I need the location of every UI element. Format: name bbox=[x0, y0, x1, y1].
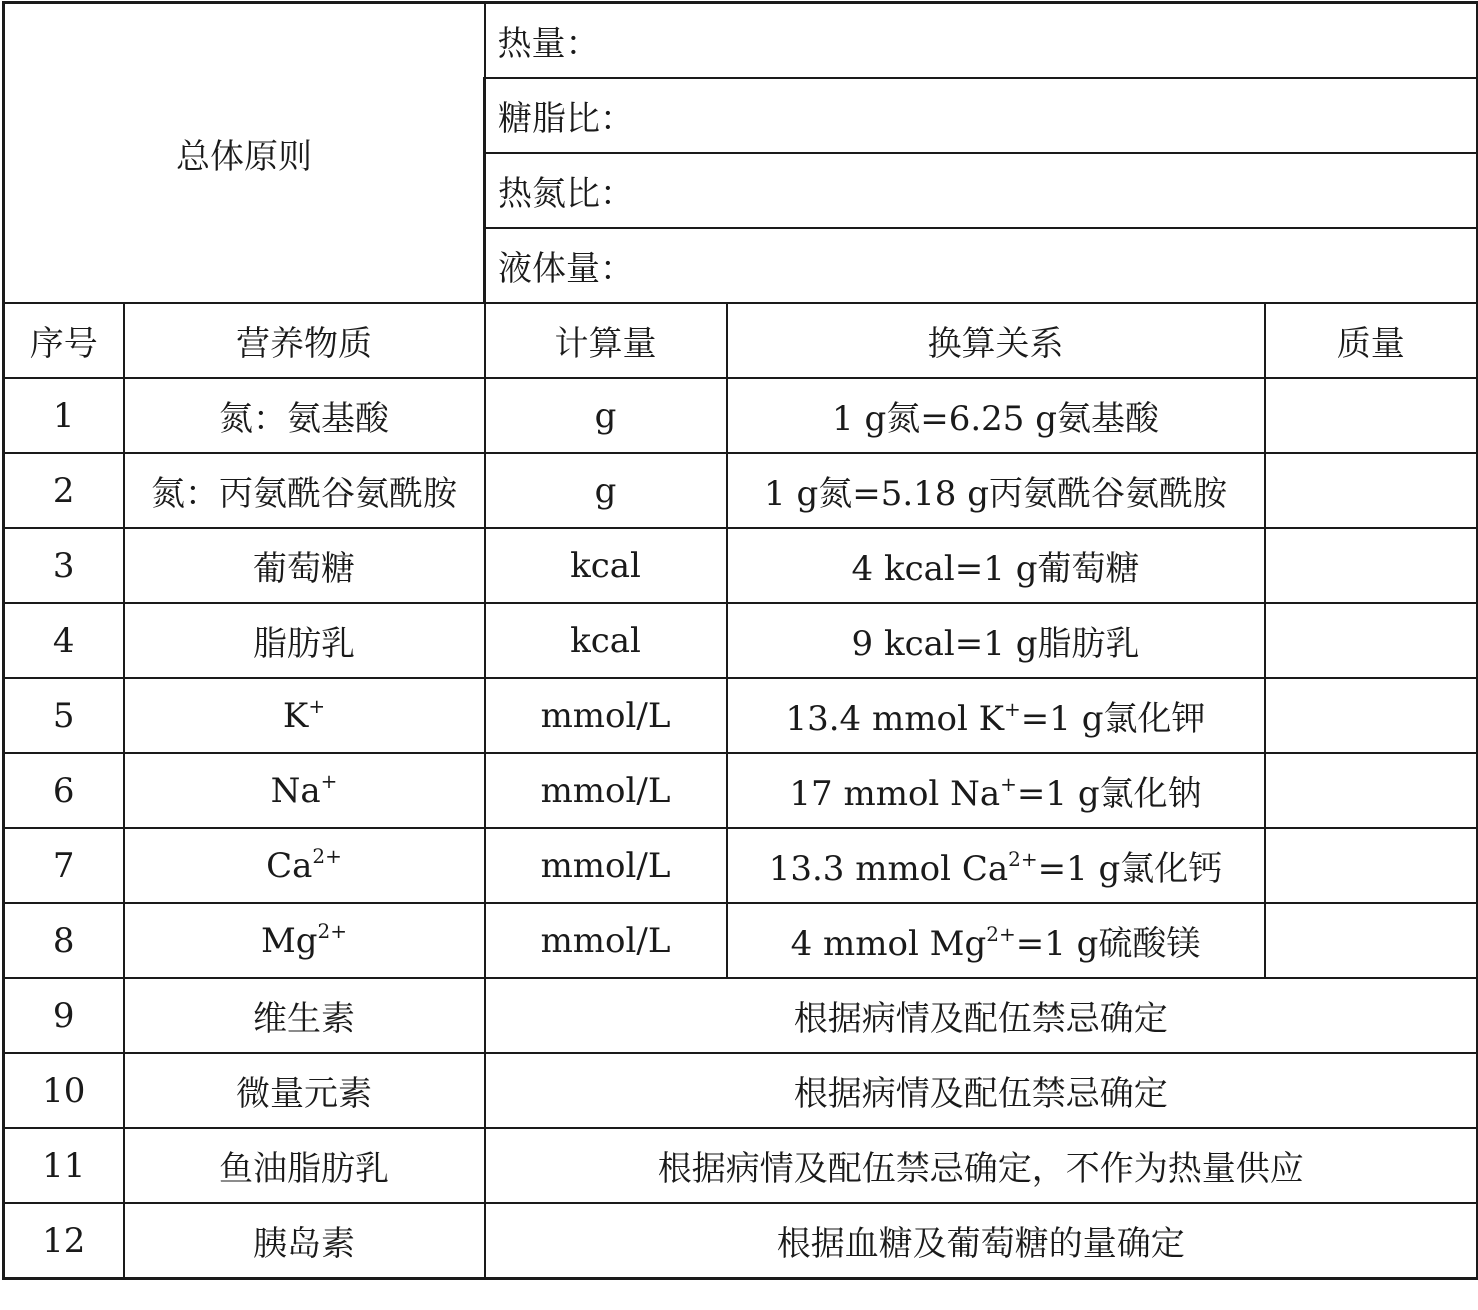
conversion-lhs: 17 mmol Na bbox=[789, 774, 1001, 814]
row-note: 根据病情及配伍禁忌确定 bbox=[485, 1053, 1478, 1128]
row-no: 2 bbox=[4, 453, 124, 528]
header-calc-amount: 计算量 bbox=[485, 303, 727, 378]
row-nutrient: 葡萄糖 bbox=[124, 528, 485, 603]
header-conversion: 换算关系 bbox=[727, 303, 1265, 378]
row-nutrient: 胰岛素 bbox=[124, 1203, 485, 1279]
row-unit: mmol/L bbox=[485, 903, 727, 978]
conversion-charge: 2+ bbox=[1008, 847, 1038, 871]
row-mass bbox=[1265, 453, 1478, 528]
nutrition-table bbox=[2, 1, 1478, 1280]
ion-symbol: K bbox=[282, 695, 309, 736]
ion-symbol: Na bbox=[270, 770, 321, 811]
row-no: 8 bbox=[4, 903, 124, 978]
conversion-rhs: =1 g氯化钙 bbox=[1037, 849, 1223, 889]
row-conversion: 1 g氮=6.25 g氨基酸 bbox=[727, 378, 1265, 453]
row-no: 5 bbox=[4, 678, 124, 753]
row-conversion bbox=[727, 828, 1265, 903]
row-note: 根据病情及配伍禁忌确定，不作为热量供应 bbox=[485, 1128, 1478, 1203]
ion-charge: + bbox=[308, 693, 326, 718]
principle-fluid-volume: 液体量： bbox=[485, 228, 1478, 303]
row-no: 6 bbox=[4, 753, 124, 828]
row-nutrient bbox=[124, 828, 485, 903]
table-row bbox=[4, 978, 1478, 1053]
principle-glucose-fat-ratio: 糖脂比： bbox=[485, 78, 1478, 153]
principle-heat: 热量： bbox=[485, 3, 1478, 79]
row-mass bbox=[1265, 603, 1478, 678]
table-row bbox=[4, 1053, 1478, 1128]
table-row bbox=[4, 453, 1478, 528]
row-nutrient: 脂肪乳 bbox=[124, 603, 485, 678]
row-conversion: 4 kcal=1 g葡萄糖 bbox=[727, 528, 1265, 603]
conversion-charge: + bbox=[1004, 697, 1021, 721]
row-nutrient: 鱼油脂肪乳 bbox=[124, 1128, 485, 1203]
row-note: 根据血糖及葡萄糖的量确定 bbox=[485, 1203, 1478, 1279]
ion-charge: 2+ bbox=[317, 918, 348, 943]
row-conversion: 9 kcal=1 g脂肪乳 bbox=[727, 603, 1265, 678]
row-nutrient bbox=[124, 903, 485, 978]
row-mass bbox=[1265, 753, 1478, 828]
principle-heat-nitrogen-ratio: 热氮比： bbox=[485, 153, 1478, 228]
row-conversion bbox=[727, 678, 1265, 753]
row-no: 10 bbox=[4, 1053, 124, 1128]
row-conversion: 1 g氮=5.18 g丙氨酰谷氨酰胺 bbox=[727, 453, 1265, 528]
row-unit: kcal bbox=[485, 603, 727, 678]
ion-charge: 2+ bbox=[312, 843, 342, 868]
row-nutrient: 氮：丙氨酰谷氨酰胺 bbox=[124, 453, 485, 528]
row-unit: mmol/L bbox=[485, 753, 727, 828]
table-row bbox=[4, 678, 1478, 753]
header-mass: 质量 bbox=[1265, 303, 1478, 378]
row-conversion bbox=[727, 753, 1265, 828]
row-mass bbox=[1265, 828, 1478, 903]
row-mass bbox=[1265, 378, 1478, 453]
ion-charge: + bbox=[320, 768, 338, 793]
header-no: 序号 bbox=[4, 303, 124, 378]
row-mass bbox=[1265, 678, 1478, 753]
row-no: 11 bbox=[4, 1128, 124, 1203]
conversion-charge: + bbox=[1000, 772, 1017, 796]
row-note: 根据病情及配伍禁忌确定 bbox=[485, 978, 1478, 1053]
row-conversion bbox=[727, 903, 1265, 978]
table-row bbox=[4, 378, 1478, 453]
row-no: 9 bbox=[4, 978, 124, 1053]
principles-title: 总体原则 bbox=[4, 3, 485, 304]
table-row bbox=[4, 1203, 1478, 1279]
row-nutrient: 维生素 bbox=[124, 978, 485, 1053]
table-header-row bbox=[4, 303, 1478, 378]
table-row bbox=[4, 828, 1478, 903]
conversion-rhs: =1 g氯化钠 bbox=[1016, 774, 1202, 814]
conversion-charge: 2+ bbox=[986, 922, 1016, 946]
row-unit: g bbox=[485, 378, 727, 453]
table-row bbox=[4, 753, 1478, 828]
principle-row bbox=[4, 3, 1478, 79]
row-nutrient bbox=[124, 678, 485, 753]
conversion-lhs: 13.3 mmol Ca bbox=[768, 849, 1009, 889]
row-no: 1 bbox=[4, 378, 124, 453]
row-no: 7 bbox=[4, 828, 124, 903]
row-unit: g bbox=[485, 453, 727, 528]
row-unit: mmol/L bbox=[485, 678, 727, 753]
conversion-rhs: =1 g氯化钾 bbox=[1020, 699, 1206, 739]
table-row bbox=[4, 528, 1478, 603]
row-mass bbox=[1265, 528, 1478, 603]
row-unit: kcal bbox=[485, 528, 727, 603]
table-row bbox=[4, 1128, 1478, 1203]
row-no: 4 bbox=[4, 603, 124, 678]
row-unit: mmol/L bbox=[485, 828, 727, 903]
conversion-lhs: 13.4 mmol K bbox=[785, 699, 1005, 739]
table-row bbox=[4, 903, 1478, 978]
table-row bbox=[4, 603, 1478, 678]
row-no: 12 bbox=[4, 1203, 124, 1279]
row-nutrient: 氮：氨基酸 bbox=[124, 378, 485, 453]
row-nutrient bbox=[124, 753, 485, 828]
ion-symbol: Ca bbox=[266, 845, 313, 886]
header-nutrient: 营养物质 bbox=[124, 303, 485, 378]
row-mass bbox=[1265, 903, 1478, 978]
ion-symbol: Mg bbox=[260, 920, 318, 961]
row-nutrient: 微量元素 bbox=[124, 1053, 485, 1128]
conversion-rhs: =1 g硫酸镁 bbox=[1015, 924, 1201, 964]
row-no: 3 bbox=[4, 528, 124, 603]
conversion-lhs: 4 mmol Mg bbox=[790, 924, 987, 964]
